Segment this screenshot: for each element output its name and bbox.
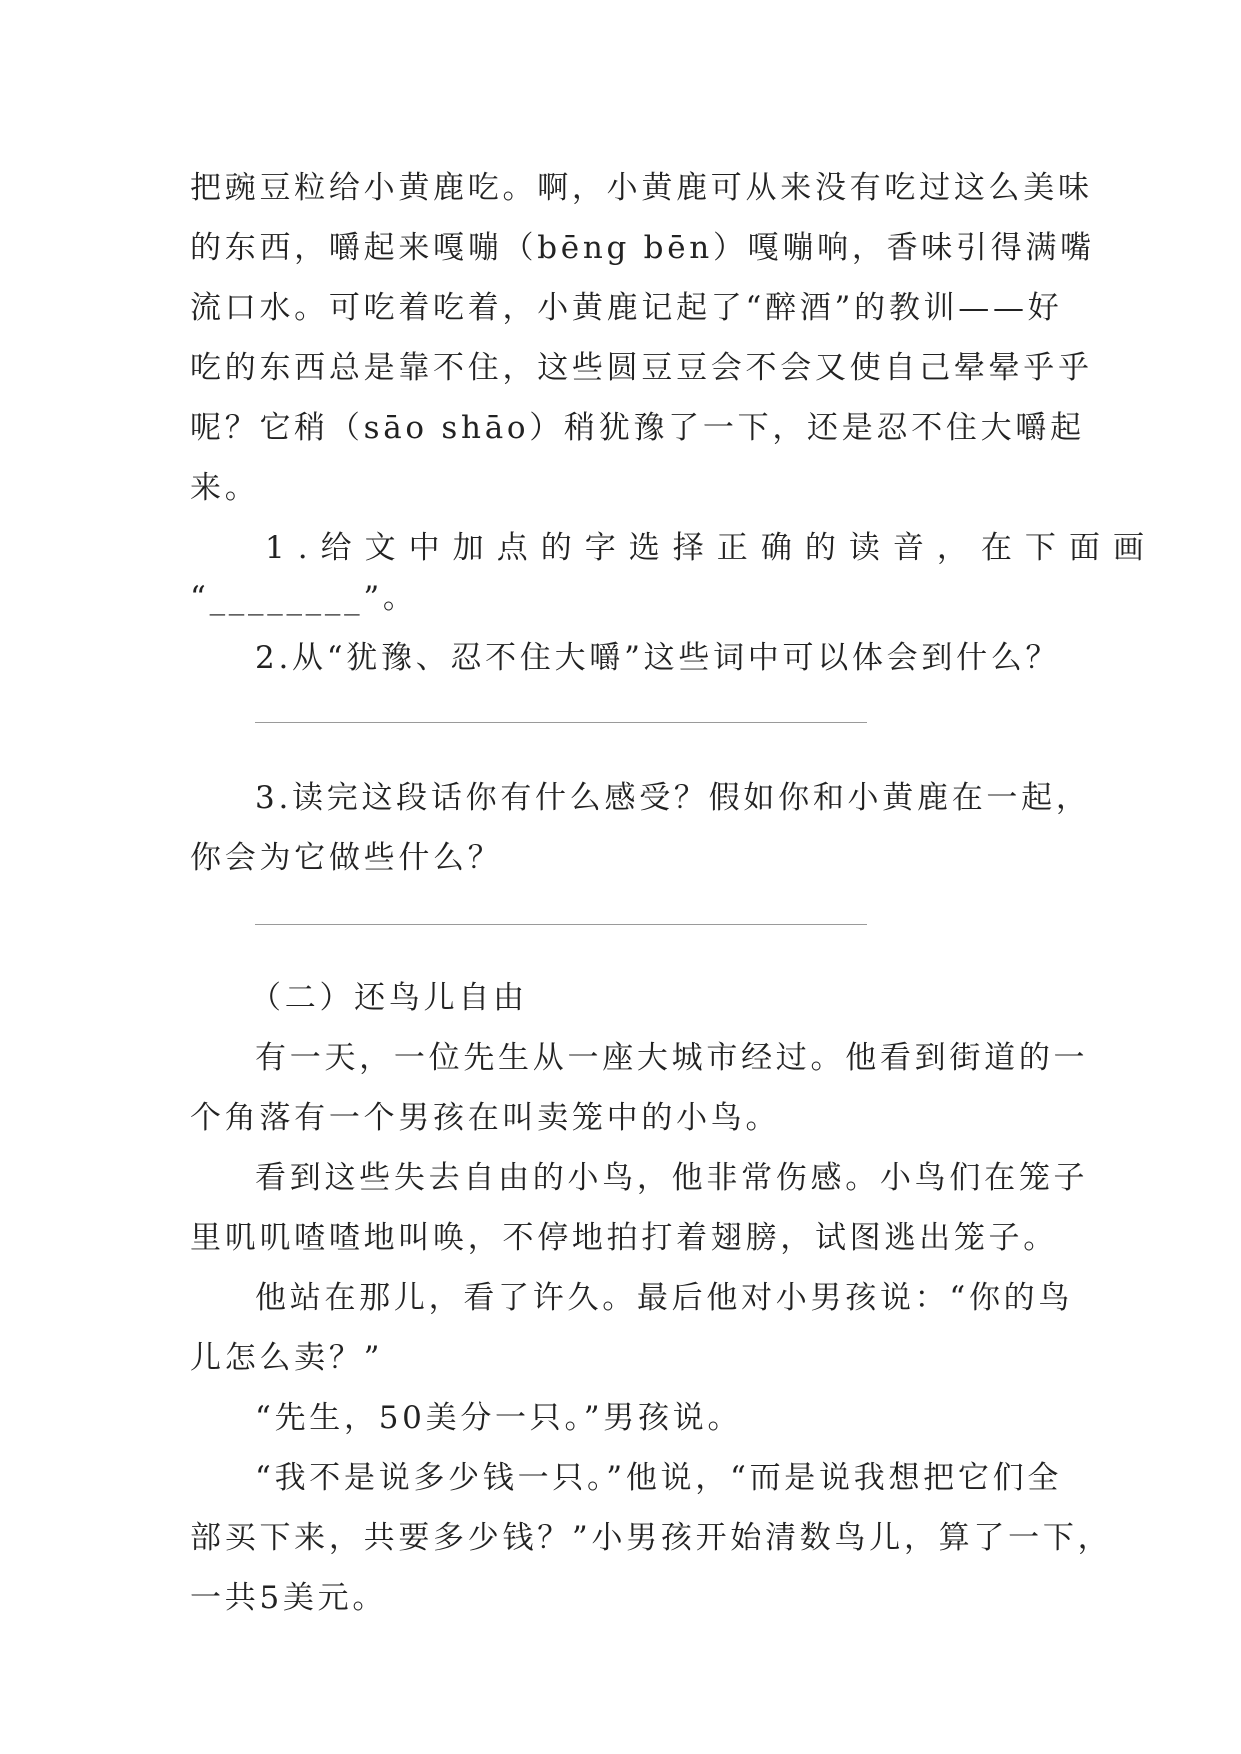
passage-line-6: 来。 xyxy=(190,470,260,506)
question-2: 2.从“犹豫、忍不住大嚼”这些词中可以体会到什么？ xyxy=(255,640,1061,676)
passage-line-3: 流口水。可吃着吃着，小黄鹿记起了“醉酒”的教训——好 xyxy=(190,290,1063,326)
answer-line-q2 xyxy=(255,722,867,723)
story-line-7: “先生，50美分一只。”男孩说。 xyxy=(255,1400,743,1436)
story-line-8: “我不是说多少钱一只。”他说，“而是说我想把它们全 xyxy=(255,1460,1063,1496)
question-1-line-2: “________”。 xyxy=(190,580,418,616)
passage-line-2: 的东西，嚼起来嘎嘣（bēng bēn）嘎嘣响，香味引得满嘴 xyxy=(190,230,1095,266)
passage-line-4: 吃的东西总是靠不住，这些圆豆豆会不会又使自己晕晕乎乎 xyxy=(190,350,1093,386)
story-line-3: 看到这些失去自由的小鸟，他非常伤感。小鸟们在笼子 xyxy=(255,1160,1089,1196)
story-line-9: 部买下来，共要多少钱？”小男孩开始清数鸟儿，算了一下， xyxy=(190,1520,1113,1556)
passage-line-1: 把豌豆粒给小黄鹿吃。啊，小黄鹿可从来没有吃过这么美味 xyxy=(190,170,1093,206)
section-2-title: （二）还鸟儿自由 xyxy=(250,980,528,1016)
question-3-line-2: 你会为它做些什么？ xyxy=(190,840,503,876)
story-line-2: 个角落有一个男孩在叫卖笼中的小鸟。 xyxy=(190,1100,781,1136)
story-line-5: 他站在那儿，看了许久。最后他对小男孩说：“你的鸟 xyxy=(255,1280,1074,1316)
answer-line-q3 xyxy=(255,924,867,925)
question-3-line-1: 3.读完这段话你有什么感受？假如你和小黄鹿在一起， xyxy=(255,780,1091,816)
passage-line-5: 呢？它稍（sāo shāo）稍犹豫了一下，还是忍不住大嚼起 xyxy=(190,410,1085,446)
question-1-line-1: 1.给文中加点的字选择正确的读音，在下面画 xyxy=(265,530,1157,566)
story-line-1: 有一天，一位先生从一座大城市经过。他看到街道的一 xyxy=(255,1040,1089,1076)
story-line-4: 里叽叽喳喳地叫唤，不停地拍打着翅膀，试图逃出笼子。 xyxy=(190,1220,1058,1256)
story-line-10: 一共5美元。 xyxy=(190,1580,388,1616)
story-line-6: 儿怎么卖？” xyxy=(190,1340,384,1376)
